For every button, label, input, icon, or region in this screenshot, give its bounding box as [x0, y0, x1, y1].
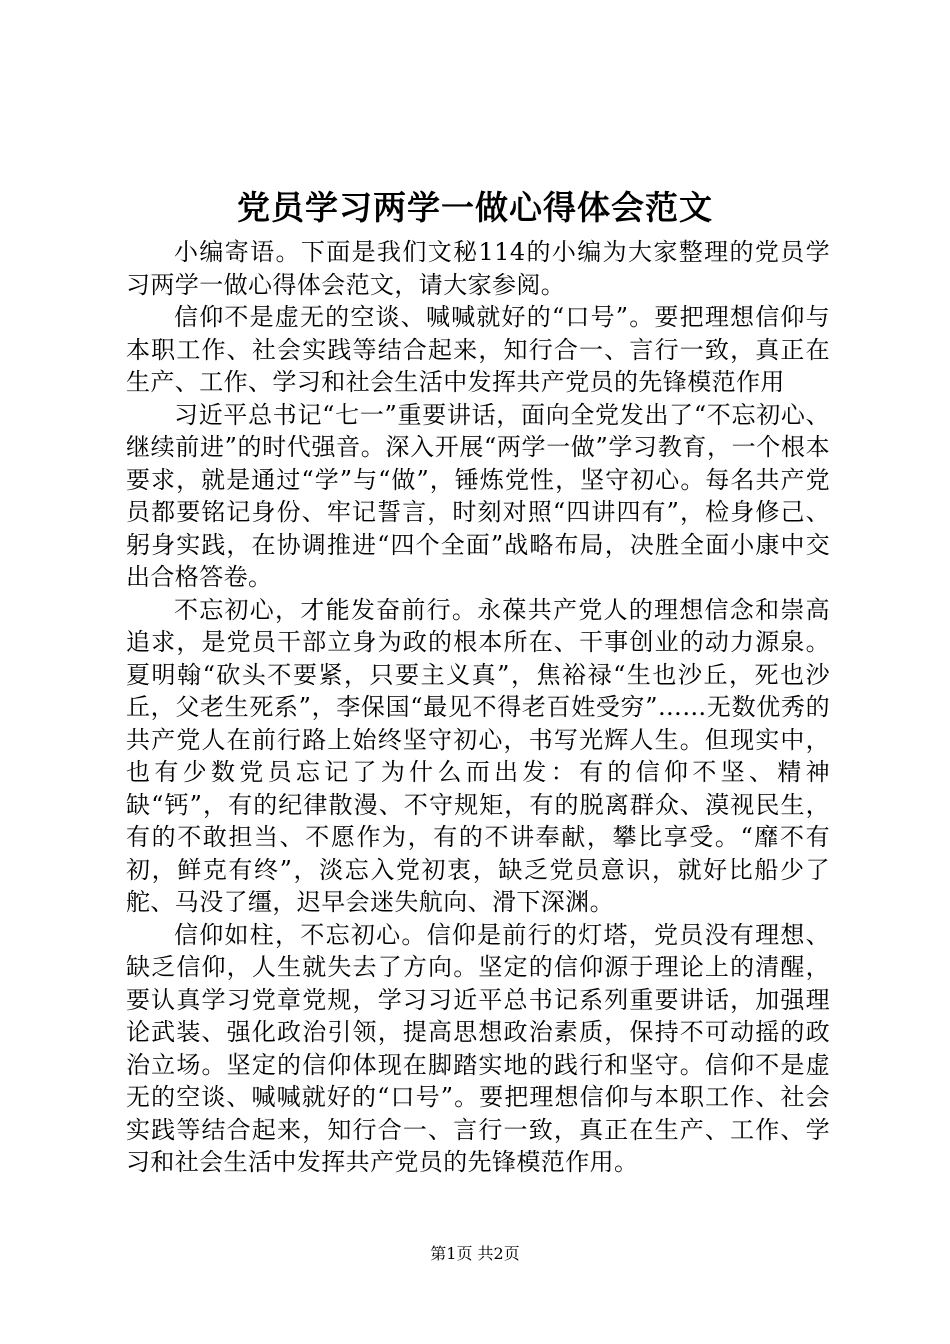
page-number-footer: 第1页 共2页 [430, 1244, 520, 1263]
paragraph-original-aspiration: 不忘初心，才能发奋前行。永葆共产党人的理想信念和崇高追求，是党员干部立身为政的根本所在、干事创业的动力源泉。夏明翰“砍头不要紧，只要主义真”，焦裕禄“生也沙丘，死也沙丘，父老生死系”，李保国“最见不得老百姓受穷”……无数优秀的共产党人在前行路上始终坚守初心，书写光辉人生。但现实中，也有少数党员忘记了为什么而出发：有的信仰不坚、精神缺“钙”，有的纪律散漫、不守规矩，有的脱离群众、漠视民生，有的不敢担当、不愿作为，有的不讲奉献，攀比享受。“靡不有初，鲜克有终”，淡忘入党初衷，缺乏党员意识，就好比船少了舵、马没了缰，迟早会迷失航向、滑下深渊。 [126, 595, 830, 916]
paragraph-faith-pillar: 信仰如柱，不忘初心。信仰是前行的灯塔，党员没有理想、缺乏信仰，人生就失去了方向。坚定的信仰源于理论上的清醒，要认真学习党章党规，学习习近平总书记系列重要讲话，加强理论武装、强化政治引领，提高思想政治素质，保持不可动摇的政治立场。坚定的信仰体现在脚踏实地的践行和坚守。信仰不是虚无的空谈、喊喊就好的“口号”。要把理想信仰与本职工作、社会实践等结合起来，知行合一、言行一致，真正在生产、工作、学习和社会生活中发挥共产党员的先锋模范作用。 [126, 920, 830, 1176]
paragraph-july-first-speech: 习近平总书记“七一”重要讲话，面向全党发出了“不忘初心、继续前进”的时代强音。深入开展“两学一做”学习教育，一个根本要求，就是通过“学”与“做”，锤炼党性，坚守初心。每名共产党员都要铭记身份、牢记誓言，时刻对照“四讲四有”，检身修己、躬身实践，在协调推进“四个全面”战略布局，决胜全面小康中交出合格答卷。 [126, 400, 830, 591]
document-title: 党员学习两学一做心得体会范文 [237, 188, 713, 227]
paragraph-editor-note: 小编寄语。下面是我们文秘114的小编为大家整理的党员学习两学一做心得体会范文，请大家参阅。 [126, 238, 830, 299]
document-body [126, 236, 830, 1179]
paragraph-faith-summary: 信仰不是虚无的空谈、喊喊就好的“口号”。要把理想信仰与本职工作、社会实践等结合起来，知行合一、言行一致，真正在生产、工作、学习和社会生活中发挥共产党员的先锋模范作用 [126, 303, 830, 396]
